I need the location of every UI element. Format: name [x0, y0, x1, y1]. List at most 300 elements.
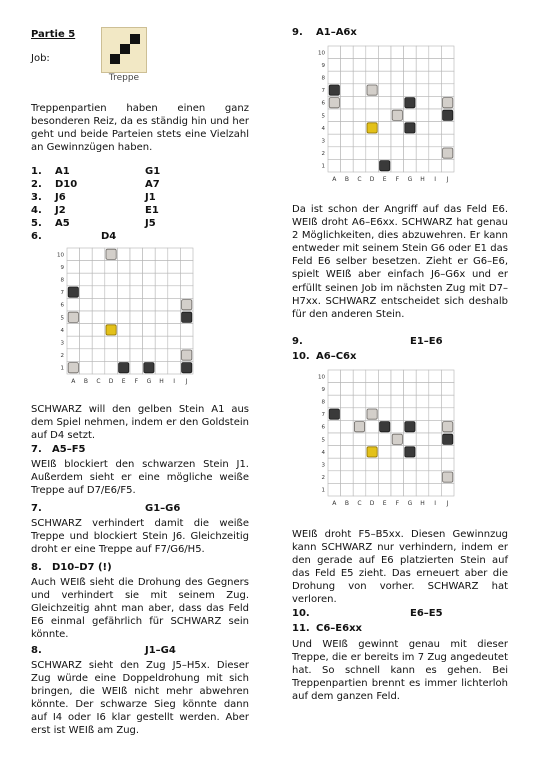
column-label: C [357, 500, 362, 507]
board-cell [378, 395, 391, 408]
board-cell [404, 408, 417, 421]
board-cell [366, 395, 379, 408]
board-cell [130, 336, 143, 349]
board-cell [416, 395, 429, 408]
move-11-white: C6–E6xx [316, 623, 362, 634]
board-cell [168, 261, 181, 274]
board-cell [353, 471, 366, 484]
black-stone [443, 434, 453, 444]
board-cell [429, 159, 442, 172]
black-stone [68, 287, 78, 297]
board-cell [341, 46, 354, 59]
column-label: D [369, 500, 375, 507]
board-cell [143, 298, 156, 311]
white-stone [392, 434, 402, 444]
board-cell [366, 458, 379, 471]
move-number: 5. [31, 218, 42, 229]
board-cell [404, 471, 417, 484]
column-label: H [420, 176, 425, 183]
column-label: F [395, 176, 400, 183]
board-cell [92, 261, 105, 274]
board-cell [180, 248, 193, 261]
board-cell [378, 408, 391, 421]
column-label: E [382, 176, 387, 183]
board-cell [391, 471, 404, 484]
black-stone [405, 123, 415, 133]
board-cell [429, 71, 442, 84]
board-cell [441, 46, 454, 59]
job-label: Job: [31, 53, 50, 64]
board-cell [391, 446, 404, 459]
paragraph-move-6: SCHWARZ will den gelben Stein A1 aus dem Spiel nehmen, indem er den Goldstein auf D4 setzt. [31, 404, 249, 442]
board-cell [155, 273, 168, 286]
board-cell [416, 383, 429, 396]
column-label: D [108, 378, 114, 385]
row-label: 6 [321, 424, 325, 431]
board-cell [416, 84, 429, 97]
board-cell [92, 286, 105, 299]
board-cell [416, 458, 429, 471]
board-cell [429, 59, 442, 72]
board-cell [391, 46, 404, 59]
gold-stone [106, 325, 116, 335]
move-white: D4 [101, 231, 117, 242]
board-cell [404, 159, 417, 172]
board-cell [92, 361, 105, 374]
board-cell [341, 122, 354, 135]
row-label: 7 [321, 412, 325, 419]
white-stone [443, 148, 453, 158]
board-cell [328, 446, 341, 459]
move-white: A1 [55, 166, 70, 177]
move-7-white: A5–F5 [52, 444, 86, 455]
row-label: 7 [60, 290, 64, 297]
white-stone [443, 472, 453, 482]
black-stone [182, 312, 192, 322]
move-number: 1. [31, 166, 42, 177]
move-black: E1 [145, 205, 159, 216]
board-cell [353, 408, 366, 421]
paragraph-move-8-white: Auch WEIß sieht die Drohung des Gegners und verhindert sie mit seinem Zug. Gleichzeitig ahnt man aber, dass das Feld E6 einmal gefährlich für SCHWARZ sein könnte. [31, 577, 249, 641]
board-cell [391, 408, 404, 421]
board-cell [80, 298, 93, 311]
board-cell [92, 298, 105, 311]
column-label: C [96, 378, 101, 385]
white-stone [106, 249, 116, 259]
board-cell [366, 96, 379, 109]
board-cell [441, 159, 454, 172]
board-cell [441, 483, 454, 496]
move-10-black-number: 10. [292, 608, 310, 619]
board-cell [328, 433, 341, 446]
board-cell [404, 147, 417, 160]
board-cell [155, 361, 168, 374]
board-cell [429, 483, 442, 496]
board-cell [130, 324, 143, 337]
board-cell [378, 471, 391, 484]
column-label: D [369, 176, 375, 183]
row-label: 10 [318, 374, 325, 381]
white-stone [354, 422, 364, 432]
board-cell [429, 134, 442, 147]
move-number: 3. [31, 192, 42, 203]
board-cell [341, 71, 354, 84]
board-cell [378, 84, 391, 97]
paragraph-move-9-white: Da ist schon der Angriff auf das Feld E6. WEIß droht A6–E6xx. SCHWARZ hat genau 2 Möglichkeiten, dies abzuwehren. Er kann entweder mit seinem Stein G6 oder E1 das Feld E6 selber besetzen. Zieht er G6–E6, spielt WEIß aber einfach J6–G6x und er erfüllt seinen Job im nächsten Zug mit D7–H7xx. SCHWARZ entscheidet sich deshalb für den anderen Stein. [292, 204, 508, 320]
black-stone [405, 422, 415, 432]
move-9-black-number: 9. [292, 336, 303, 347]
board-cell [341, 433, 354, 446]
board-cell [353, 84, 366, 97]
black-stone [329, 85, 339, 95]
board-cell [441, 71, 454, 84]
column-label: B [344, 500, 349, 507]
board-cell [378, 59, 391, 72]
board-cell [155, 298, 168, 311]
board-cell [92, 349, 105, 362]
row-label: 10 [57, 252, 64, 259]
board-cell [404, 395, 417, 408]
board-cell [404, 370, 417, 383]
board-cell [366, 370, 379, 383]
column-label: C [357, 176, 362, 183]
board-cell [67, 298, 80, 311]
board-cell [67, 349, 80, 362]
white-stone [443, 422, 453, 432]
move-8-black: J1–G4 [145, 645, 176, 656]
board-cell [391, 84, 404, 97]
board-cell [353, 383, 366, 396]
board-cell [366, 147, 379, 160]
board-cell [328, 458, 341, 471]
white-stone [68, 312, 78, 322]
board-cell [92, 273, 105, 286]
board-cell [416, 71, 429, 84]
board-cell [168, 286, 181, 299]
board-cell [378, 458, 391, 471]
board-cell [353, 71, 366, 84]
board-cell [117, 311, 130, 324]
board-cell [341, 159, 354, 172]
board-cell [341, 420, 354, 433]
board-cell [378, 134, 391, 147]
board-cell [353, 433, 366, 446]
board-cell [328, 134, 341, 147]
board-cell [80, 248, 93, 261]
white-stone [182, 300, 192, 310]
board-cell [391, 59, 404, 72]
column-label: I [173, 378, 175, 385]
board-cell [341, 395, 354, 408]
gold-stone [367, 447, 377, 457]
board-cell [378, 446, 391, 459]
row-label: 6 [321, 100, 325, 107]
board-cell [404, 109, 417, 122]
board-cell [366, 483, 379, 496]
row-label: 7 [321, 88, 325, 95]
board-cell [105, 286, 118, 299]
board-cell [441, 446, 454, 459]
board-cell [391, 383, 404, 396]
column-label: G [407, 500, 413, 507]
column-label: F [134, 378, 139, 385]
board-cell [328, 147, 341, 160]
board-cell [117, 248, 130, 261]
row-label: 6 [60, 302, 64, 309]
board-cell [155, 261, 168, 274]
board-cell [366, 433, 379, 446]
board-cell [328, 71, 341, 84]
column-label: B [344, 176, 349, 183]
row-label: 5 [321, 113, 325, 120]
column-label: F [395, 500, 400, 507]
move-number: 6. [31, 231, 42, 242]
row-label: 2 [60, 353, 64, 360]
row-label: 4 [321, 125, 325, 132]
board-cell [168, 349, 181, 362]
board-cell [429, 395, 442, 408]
row-label: 8 [321, 399, 325, 406]
board-cell [378, 370, 391, 383]
paragraph-move-7-white: WEIß blockiert den schwarzen Stein J1. Außerdem sieht er eine mögliche weiße Treppe auf D7/E6/F5. [31, 459, 249, 497]
board-cell [341, 471, 354, 484]
board-cell [391, 134, 404, 147]
board-cell [341, 458, 354, 471]
black-stone [380, 422, 390, 432]
row-label: 10 [318, 50, 325, 57]
board-cell [143, 286, 156, 299]
board-cell [378, 383, 391, 396]
move-10-white-number: 10. [292, 351, 310, 362]
board-cell [429, 420, 442, 433]
board-cell [366, 159, 379, 172]
board-cell [416, 159, 429, 172]
board-cell [328, 46, 341, 59]
column-label: E [382, 500, 387, 507]
black-stone [119, 363, 129, 373]
board-cell [429, 446, 442, 459]
move-9-white: A1–A6x [316, 27, 357, 38]
board-cell [143, 261, 156, 274]
move-black: G1 [145, 166, 161, 177]
row-label: 1 [60, 365, 64, 372]
board-cell [130, 311, 143, 324]
board-cell [441, 59, 454, 72]
board-cell [416, 420, 429, 433]
board-cell [353, 134, 366, 147]
board-cell [429, 46, 442, 59]
board-cell [429, 383, 442, 396]
column-label: I [434, 176, 436, 183]
board-cell [404, 71, 417, 84]
board-cell [353, 370, 366, 383]
board-cell [429, 96, 442, 109]
move-white: J6 [55, 192, 66, 203]
black-stone [329, 409, 339, 419]
column-label: G [407, 176, 413, 183]
board-cell [155, 324, 168, 337]
board-cell [416, 408, 429, 421]
board-cell [416, 96, 429, 109]
board-cell [378, 109, 391, 122]
board-cell [328, 109, 341, 122]
move-7-black: G1–G6 [145, 503, 181, 514]
board-cell [341, 59, 354, 72]
board-cell [328, 471, 341, 484]
board-cell [67, 261, 80, 274]
board-cell [67, 324, 80, 337]
board-cell [328, 370, 341, 383]
board-cell [441, 84, 454, 97]
board-cell [105, 336, 118, 349]
board-cell [155, 286, 168, 299]
row-label: 4 [60, 327, 64, 334]
board-cell [378, 147, 391, 160]
board-cell [117, 298, 130, 311]
board-cell [168, 298, 181, 311]
board-cell [429, 147, 442, 160]
move-white: D10 [55, 179, 78, 190]
board-cell [180, 286, 193, 299]
board-cell [168, 336, 181, 349]
row-label: 5 [60, 315, 64, 322]
board-cell [92, 248, 105, 261]
board-cell [117, 273, 130, 286]
move-8-white-number: 8. [31, 562, 42, 573]
board-cell [429, 408, 442, 421]
board-cell [130, 361, 143, 374]
row-label: 8 [321, 75, 325, 82]
board-cell [180, 324, 193, 337]
paragraph-move-10-white: WEIß droht F5–B5xx. Diesen Gewinnzug kann SCHWARZ nur verhindern, indem er den gerade auf E6 platzierten Stein auf das Feld E5 zieht. Das erneuert aber die Drohung von vorher. SCHWARZ hat verloren. [292, 529, 508, 606]
black-stone [380, 161, 390, 171]
board-cell [328, 395, 341, 408]
row-label: 3 [60, 340, 64, 347]
row-label: 9 [321, 62, 325, 69]
paragraph-move-7-black: SCHWARZ verhindert damit die weiße Treppe und blockiert Stein J6. Gleichzeitig droht er eine Treppe auf F7/G6/H5. [31, 518, 249, 556]
board-cell [429, 433, 442, 446]
move-8-black-number: 8. [31, 645, 42, 656]
move-9-white-number: 9. [292, 27, 303, 38]
board-cell [366, 46, 379, 59]
board-cell [130, 349, 143, 362]
board-cell [180, 336, 193, 349]
board-cell [391, 483, 404, 496]
black-stone [144, 363, 154, 373]
board-cell [391, 147, 404, 160]
board-cell [143, 273, 156, 286]
board-cell [378, 71, 391, 84]
row-label: 4 [321, 449, 325, 456]
board-cell [341, 383, 354, 396]
board-cell [353, 46, 366, 59]
board-cell [80, 324, 93, 337]
board-cell [353, 483, 366, 496]
board-cell [328, 159, 341, 172]
board-cell [341, 134, 354, 147]
board-cell [441, 383, 454, 396]
column-label: A [332, 176, 337, 183]
board-cell [67, 248, 80, 261]
board-cell [416, 134, 429, 147]
board-cell [404, 46, 417, 59]
board-cell [378, 96, 391, 109]
gold-stone [367, 123, 377, 133]
column-label: E [121, 378, 126, 385]
board-cell [429, 109, 442, 122]
move-black: A7 [145, 179, 160, 190]
column-label: A [71, 378, 76, 385]
row-label: 2 [321, 151, 325, 158]
board-cell [105, 298, 118, 311]
board-cell [168, 361, 181, 374]
board-diagram-1 [53, 246, 233, 396]
move-10-black: E6–E5 [410, 608, 443, 619]
move-number: 2. [31, 179, 42, 190]
board-cell [378, 46, 391, 59]
board-cell [378, 122, 391, 135]
board-diagram-3 [314, 368, 494, 518]
board-cell [105, 361, 118, 374]
board-cell [416, 109, 429, 122]
row-label: 1 [321, 487, 325, 494]
board-cell [80, 273, 93, 286]
board-cell [105, 349, 118, 362]
board-cell [67, 336, 80, 349]
board-cell [105, 273, 118, 286]
job-caption: Treppe [108, 73, 140, 83]
board-cell [143, 311, 156, 324]
board-cell [180, 273, 193, 286]
black-stone [405, 447, 415, 457]
board-cell [80, 361, 93, 374]
board-cell [441, 408, 454, 421]
row-label: 2 [321, 475, 325, 482]
board-cell [429, 122, 442, 135]
black-stone [182, 363, 192, 373]
board-cell [341, 483, 354, 496]
board-cell [353, 96, 366, 109]
board-cell [416, 370, 429, 383]
board-cell [353, 446, 366, 459]
move-7-black-number: 7. [31, 503, 42, 514]
board-cell [404, 483, 417, 496]
board-cell [67, 273, 80, 286]
board-cell [117, 324, 130, 337]
intro-paragraph: Treppenpartien haben einen ganz besonderen Reiz, da es ständig hin und her geht und beide Parteien stets eine Vielzahl an Gewinnzügen haben. [31, 103, 249, 154]
row-label: 9 [321, 386, 325, 393]
row-label: 9 [60, 264, 64, 271]
board-cell [404, 383, 417, 396]
black-stone [405, 98, 415, 108]
board-cell [416, 433, 429, 446]
board-cell [429, 84, 442, 97]
paragraph-move-11-white: Und WEIß gewinnt genau mit dieser Treppe, die er bereits im 7 Zug angedeutet hat. So schnell kann es gehen. Bei Treppenpartien brennt es immer lichterloh auf dem ganzen Feld. [292, 639, 508, 703]
board-cell [353, 159, 366, 172]
board-cell [353, 395, 366, 408]
board-cell [92, 311, 105, 324]
move-black: J1 [145, 192, 156, 203]
board-cell [416, 471, 429, 484]
board-cell [391, 122, 404, 135]
board-cell [391, 458, 404, 471]
white-stone [329, 98, 339, 108]
board-cell [155, 349, 168, 362]
board-cell [328, 420, 341, 433]
column-label: B [83, 378, 88, 385]
board-cell [130, 286, 143, 299]
white-stone [68, 363, 78, 373]
